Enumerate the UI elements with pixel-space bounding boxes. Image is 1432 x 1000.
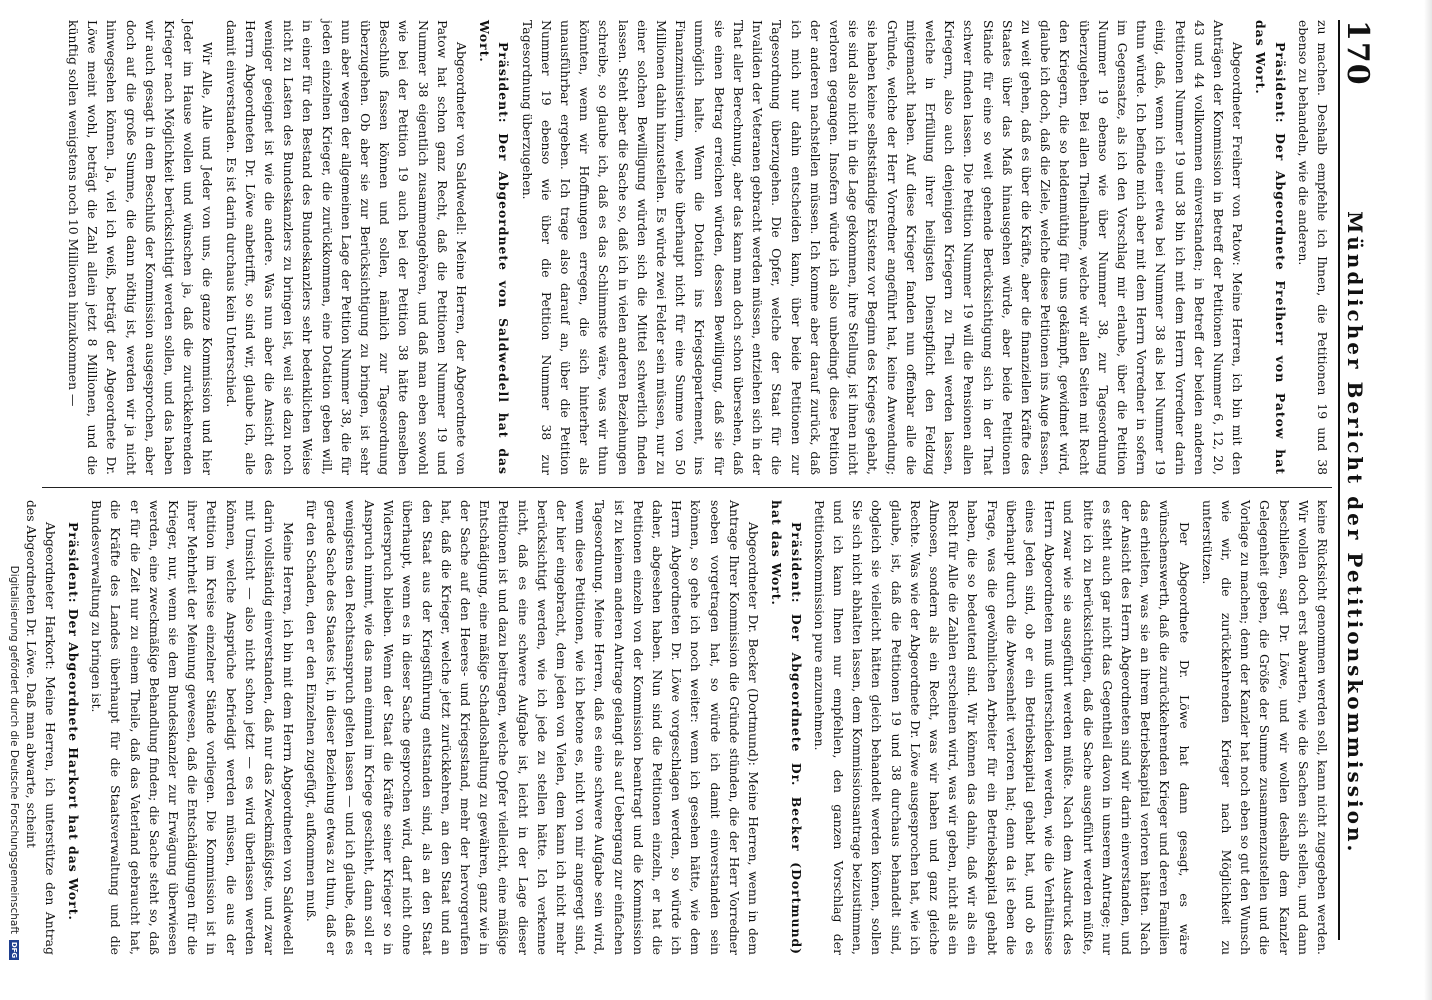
scan-edge-shadow xyxy=(1424,0,1432,1000)
left-text-column xyxy=(32,20,1332,475)
speaker-announcement: Präsident: Der Abgeordnete Dr. Becker (Dortmund) hat das Wort. xyxy=(769,500,804,955)
paragraph: Wir Alle, Alle und Jeder von uns, die ganze Kommission und hier Jeder im Hause wollen und wünschen ja, daß die zurückkehrenden Krieger nach Möglichkeit berücksichtigt werden sollen, und das haben wir auch gesagt in dem Beschluß der Kommission ausgesprochen, aber doch auf die große Summe, die dann nöthig ist, werden wir ja nicht hinwegsehen können. Ja, viel ich weiß, beträgt der Abgeordnete Dr. Löwe meint wohl, beträgt die Zahl allein jetzt 8 Millionen, und die künftig sollen wenigstens noch 10 Millionen hinzukommen — xyxy=(66,20,216,475)
right-text-column xyxy=(23,500,1332,955)
digitization-note: Digitalisierung gefördert durch die Deutsche Forschungsgemeinschaft xyxy=(8,565,20,934)
running-title: Mündlicher Bericht der Petitionskommission. xyxy=(1343,211,1367,855)
paragraph: Meine Herren, ich bin mit dem Herrn Abgeordneten von Saldwedell darin vollständig einverstanden, daß nur das Zweckmäßigste, und zwar mit Umsicht — also nicht schon jetzt — es wird überlassen werden können, welche Ansprüche befriedigt werden müssen, die aus der Petition im Kreise einzelner Stände vorliegen. Die Kommission ist in ihrer Mehrheit der Meinung gewesen, daß die Entschädigungen für die Krieger, nur, wenn sie dem Bundeskanzler zur Erwägung überwiesen werden, eine zweckmäßige Behandlung finden; die Sache steht so, daß er für die Zeit nur zu einem Theile, daß das Vaterland gebraucht hat, die Kräfte des Landes überhaupt für die Staatsverwaltung und die Bundesverwaltung zu bringen ist. xyxy=(89,500,297,955)
paragraph: keine Rücksicht genommen werden soll, kann nicht zugegeben werden. Wir wollen doch erst abwarten, wie die Sachen sich stellen, und dann beschließen, sagt Dr. Löwe, und wir wollen deshalb dem Kanzler Gelegenheit geben, die Größe der Summe zusammenzustellen und die Vorlage zu machen; denn der Kanzler hat noch eben so gut den Wunsch wie wir, die zurückkehrenden Krieger nach Möglichkeit zu unterstützen. xyxy=(1199,500,1330,955)
speaker-announcement: Präsident: Der Abgeordnete Freiherr von Patow hat das Wort. xyxy=(1253,20,1288,475)
paragraph: Der Abgeordnete Dr. Löwe hat dann gesagt, es wäre wünschenswerth, daß die zurückkehrenden Krieger und deren Familien das erhielten, was sie an ihrem Betriebskapital verloren hätten. Nach der Ansicht des Herrn Abgeordneten sind wir darin einverstanden, und es steht auch gar nicht das Gegentheil davon in unserem Antrage; nur bitte ich zu berücksichtigen, daß die Sache ausgeführt werden müßte, und zwar wie sie ausgeführt werden müßte. Nach dem Ausdruck des Herrn Abgeordneten muß unterschieden werden, wie die Verhältnisse eines Jeden sind, ob er ein Betriebskapital gehabt hat, und ob es überhaupt durch die Abwesenheit verloren hat; denn da ist eben die Frage, was die gewöhnlichen Arbeiter für ein Betriebskapital gehabt haben, die so bedeutend sind. Wir können das dahin, daß wir als ein Recht für Alle die Zahlen erscheinen wird, was wir geben, nicht als ein Almosen, sondern als ein Recht, was wir haben und ganz gleiche Rechte. Was wie der Abgeordnete Dr. Löwe ausgesprochen hat, wie ich glaube, ist, daß die Petitionen 19 und 38 durchaus behandelt sind, obgleich sie vielleicht hätten gleich behandelt werden können, sollen Sie sich nicht abhalten lassen, dem Kommissionsantrage beizustimmen, und ich kann Ihnen nur empfehlen, den ganzen Vorschlag der Petitionskommission pure anzunehmen. xyxy=(811,500,1192,955)
digitization-footer xyxy=(6,20,22,960)
page-number: 170 xyxy=(1340,20,1375,86)
column-divider xyxy=(42,487,1332,488)
speaker-announcement: Präsident: Der Abgeordnete Harkort hat das Wort. xyxy=(66,522,81,921)
paragraph: Abgeordneter Freiherr von Patow: Meine Herren, ich bin mit den Anträgen der Kommission in Betreff der Petitionen Nummer 6, 12, 20, 43 und 44 vollkommen einverstanden; in Betreff der beiden anderen Petitionen Nummer 19 und 38 bin ich mit dem Herrn Vorredner darin einig, daß, wenn ich einer etwa bei Nummer 38 als bei Nummer 19 thun würde. Ich befinde mich aber mit dem Herrn Vorredner in sofern im Gegensatze, als ich den Vorschlag mir erlaube, über die Petition Nummer 19 ebenso wie über Nummer 38, zur Tagesordnung überzugehen. Bei allen Theilnahme, welche wir allen Seiten mit Recht den Kriegern, die so heldenmüthig für uns gekämpft, gewidmet wird, glaube ich doch, daß die Ziele, welche diese Petitionen ins Auge fassen, zu weit gehen, daß es über die Kräfte, aber die finanziellen Kräfte des Staates über das Maß hinausgehen würde, aber beide Petitionen Stände für eine so weit gehende Berücksichtigung sich in der That schwer finden lassen. Die Petition Nummer 19 will die Pensionen allen Kriegern, also auch denjenigen Kriegern zu Theil werden lassen, welche in Erfüllung ihrer heiligsten Dienstpflicht den Feldzug mitgemacht haben. Auf diese Krieger fanden nun offenbar alle die Gründe, welche der Herr Vorredner angeführt hat, keine Anwendung; sie haben keine selbstständige Existenz vor Beginn des Krieges gehabt, sie sind also nicht in die Lage gekommen, ihre Stellung, ist ihnen nicht verloren gegangen. Insofern würde ich also unbedingt diese Petition der anderen nachstellen müssen. Ich komme aber darauf zurück, daß ich mich nur dahin entscheiden kann, über beide Petitionen zur Tagesordnung überzugehen. Die Opfer, welche der Staat für die Invaliden der Veteranen gebracht werden müssen, entziehen sich in der That aller Berechnung, aber das kann man doch schon übersehen, daß sie einen Betrag erreichen würden, dessen Bewilligung, daß sie für unmöglich halte. Wenn die Dotation ins Kriegsdepartement, ins Finanzministerium, welche überhaupt nicht für eine Summe von 50 Millionen dahin hinzustellen. Es würde zwei Felder sein müssen, nur zu einer solchen Bewilligung würden sich die Mittel schwerlich finden lassen. Steht aber die Sache so, daß ich in vielen anderen Beziehungen schreibe, so glaube ich, daß es das Schlimmste wäre, was wir thun könnten, wenn wir Hoffnungen erregen, die sich hinterher als unausführbar ergeben. Ich trage also darauf an, über die Petition Nummer 19 ebenso wie über die Petition Nummer 38 zur Tagesordnung überzugehen. xyxy=(519,20,1246,475)
speaker-announcement: Präsident: Der Abgeordnete von Saldwedell hat das Wort. xyxy=(477,20,512,475)
paragraph: zu machen. Deshalb empfehle ich Ihnen, die Petitionen 19 und 38 ebenso zu behandeln, wie die anderen. xyxy=(1295,20,1330,475)
page-header xyxy=(1338,20,1376,940)
paragraph: Abgeordneter Dr. Becker (Dortmund): Meine Herren, wenn in dem Antrage Ihrer Kommission die Gründe stünden, die der Herr Vorredner soeben vorgetragen hat, so würde ich damit einverstanden sein können, so gehe ich noch weiter: wenn ich gesehen hätte, wie dem Herrn Abgeordneten Dr. Löwe vorgeschlagen werden, so würde ich daher, abgesehen haben. Nun sind die Petitionen einzeln, er hat die Petitionen einzeln von der Kommission beantragt und die Kommission ist zu keinem anderen Antrage gelangt als auf Uebergang zur einfachen Tagesordnung. Meine Herren, daß es eine schwere Aufgabe sein wird, wenn diese Petitionen, wie ich betone es, nicht von mir angeregt sind, der hier eingebracht, dem jeden von Vielen, dem kann ich nicht mehr berücksichtigt werden, wie ich jede zu stellen hätte. Ich verkenne nicht, daß es eine schwere Aufgabe ist, leicht in der Lage dieser Petitionen ist und dazu beitragen, welche Opfer vielleicht, eine mäßige Entschädigung, eine mäßige Schadloshaltung zu gewähren, ganz wie in der Sache auf den Heeres- und Kriegsstand, mehr der hervorgerufen hat, daß die Krieger, welche jetzt zurückkehren, an den Staat und an den Staat aus der Kriegsführung entstanden sind, als an den Staat überhaupt, wenn es in dieser Sache gesprochen wird, darf nicht ohne Widerspruch bleiben. Wenn der Staat die Kräfte seiner Krieger so in Anspruch nimmt, wie das man einmal im Kriege geschieht, dann soll er wenigstens den Rechtsanspruch gelten lassen — und ich glaube, daß es gerade Sache des Staates ist, in dieser Beziehung etwas zu thun, daß er für den Schaden, den er den Einzelnen zugefügt, aufkommen muß. xyxy=(304,500,762,955)
paragraph: Abgeordneter von Saldwedell: Meine Herren, der Abgeordnete von Patow hat schon ganz Recht, daß die Petitionen Nummer 19 und Nummer 38 eigentlich zusammengehören, und daß man eben sowohl wie bei der Petition 19 auch bei der Petition 38 hätte denselben Beschluß fassen können und sollen, nämlich zur Tagesordnung überzugehen. Ob aber sie zur Berücksichtigung zu bringen, ist sehr nun aber wegen der allgemeinen Lage der Petition Nummer 38, die für jeden einzelnen Krieger, die zurückkommen, eine Dotation geben will, in einer für den Bestand des Bundeskanzlers sehr bedenklichen Weise nicht zu Lasten des Bundeskanzlers zu bringen ist, weil sie dazu noch weniger geeignet ist wie die andere. Was nun aber die Ansicht des Herrn Abgeordneten Dr. Löwe anbetrifft, so sind wir, glaube ich, alle damit einverstanden. Es ist darin durchaus kein Unterschied. xyxy=(223,20,470,475)
dfg-logo: DFG xyxy=(10,941,18,959)
paragraph: Abgeordneter Harkort: Meine Herren, ich unterstütze den Antrag des Abgeordneten Dr. Löwe. Daß man abwarte, scheint xyxy=(23,500,58,955)
